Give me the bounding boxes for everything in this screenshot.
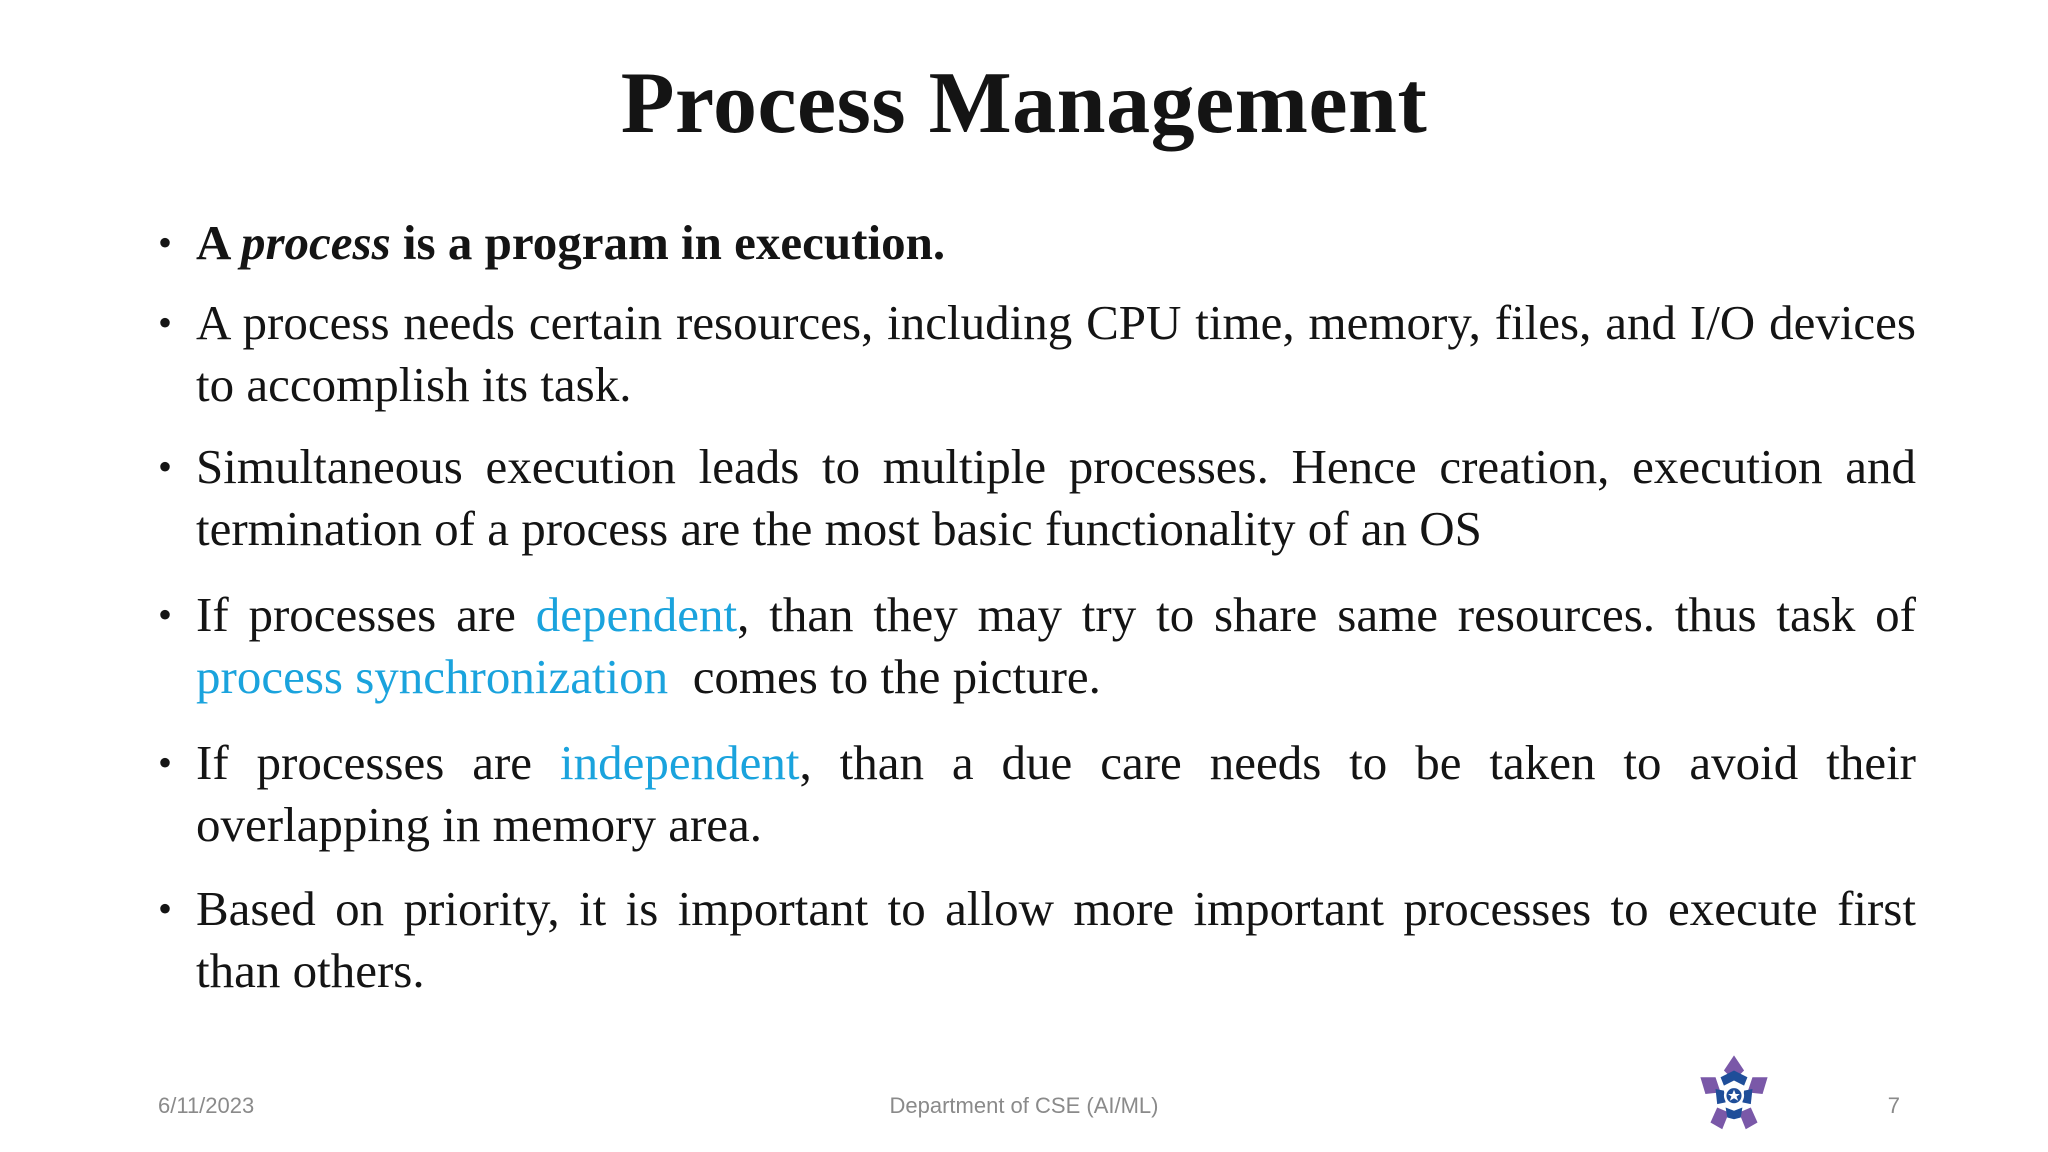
footer-date: 6/11/2023 (158, 1093, 255, 1118)
text-segment: If processes are (196, 587, 536, 642)
bullet-dot: • (158, 740, 173, 785)
text-segment: , than they may try to share same resources. thus task of (737, 587, 1916, 642)
bullet-dot: • (158, 444, 173, 489)
text-segment: , than a due care needs to be taken to avoid their overlapping in memory area. (196, 735, 1917, 852)
bullet-text (196, 215, 945, 270)
bullet-list (158, 212, 1916, 1026)
bullet-dot: • (158, 886, 173, 931)
text-segment: A (196, 215, 241, 270)
highlight-term: process synchronization (196, 649, 669, 704)
text-segment: If processes are (196, 735, 560, 790)
bullet-dot: • (158, 592, 173, 637)
bullet-item (158, 732, 1916, 856)
bullet-item (158, 584, 1916, 708)
highlight-term: dependent (535, 587, 738, 642)
bullet-dot: • (158, 300, 173, 345)
slide-title: Process Management (620, 55, 1428, 152)
bullet-item (158, 878, 1916, 1002)
footer-department: Department of CSE (AI/ML) (889, 1093, 1159, 1118)
institution-logo-icon (1692, 1052, 1776, 1136)
footer-page-number: 7 (1887, 1093, 1900, 1118)
bullet-item (158, 292, 1916, 416)
bullet-text: Based on priority, it is important to allow more important processes to execute first than others. (196, 881, 1916, 998)
bullet-text (196, 735, 1916, 852)
bullet-text (196, 587, 1916, 704)
bullet-text: A process needs certain resources, including CPU time, memory, files, and I/O devices to accomplish its task. (196, 295, 1916, 412)
text-segment: comes to the picture. (668, 649, 1101, 704)
highlight-term: independent (559, 735, 800, 790)
bullet-text: Simultaneous execution leads to multiple processes. Hence creation, execution and termination of a process are the most basic functionality of an OS (196, 439, 1916, 556)
bullet-dot: • (158, 220, 173, 265)
bullet-item (158, 212, 1916, 274)
text-segment-emphasis: process (240, 215, 391, 270)
text-segment: is a program in execution. (390, 215, 946, 270)
bullet-item (158, 436, 1916, 560)
